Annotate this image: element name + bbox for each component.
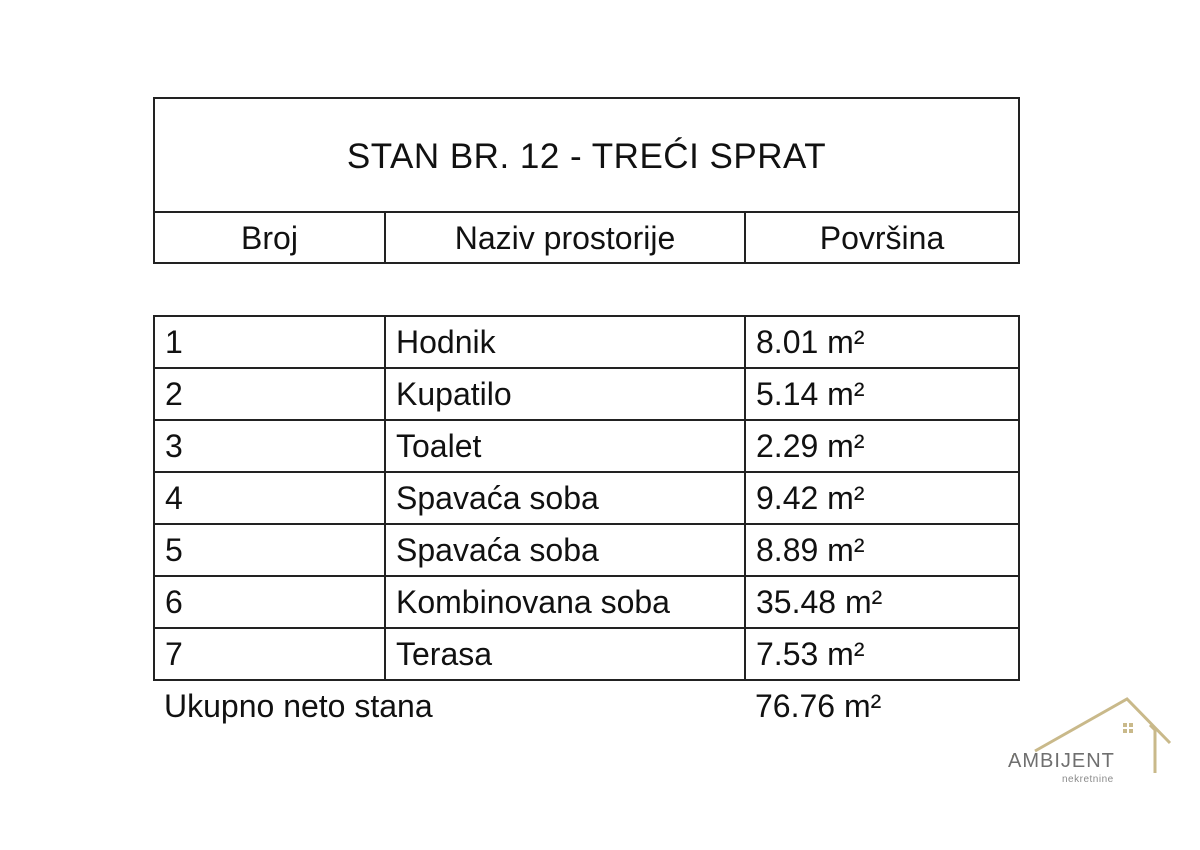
total-area: 76.76 m² [755,688,882,724]
table-row [154,628,1019,680]
room-name: Spavaća soba [385,524,745,576]
room-area: 8.01 m² [745,316,1019,368]
room-name: Kombinovana soba [385,576,745,628]
table-row [154,368,1019,420]
room-name: Terasa [385,628,745,680]
room-area: 35.48 m² [745,576,1019,628]
room-number: 3 [154,420,385,472]
rooms-table [153,315,1020,732]
room-area: 7.53 m² [745,628,1019,680]
watermark-brand: AMBIJENT [1008,750,1115,772]
watermark-subtitle: nekretnine [1062,774,1114,785]
room-name: Kupatilo [385,368,745,420]
header-table [153,97,1020,264]
table-row [154,576,1019,628]
room-area: 8.89 m² [745,524,1019,576]
column-header-room-name: Naziv prostorije [386,213,746,263]
room-number: 1 [154,316,385,368]
room-name: Spavaća soba [385,472,745,524]
room-area: 2.29 m² [745,420,1019,472]
room-name: Toalet [385,420,745,472]
room-number: 2 [154,368,385,420]
room-number: 4 [154,472,385,524]
room-number: 5 [154,524,385,576]
total-row [154,680,1019,732]
room-area: 9.42 m² [745,472,1019,524]
table-row [154,524,1019,576]
table-row [154,420,1019,472]
table-row [154,472,1019,524]
room-area: 5.14 m² [745,368,1019,420]
room-number: 7 [154,628,385,680]
room-name: Hodnik [385,316,745,368]
column-header-number: Broj [155,213,386,263]
total-label: Ukupno neto stana [164,688,433,724]
page-title: STAN BR. 12 - TREĆI SPRAT [155,99,1018,213]
table-row [154,316,1019,368]
room-number: 6 [154,576,385,628]
column-header-area: Površina [819,219,945,256]
column-headers [155,213,1018,263]
